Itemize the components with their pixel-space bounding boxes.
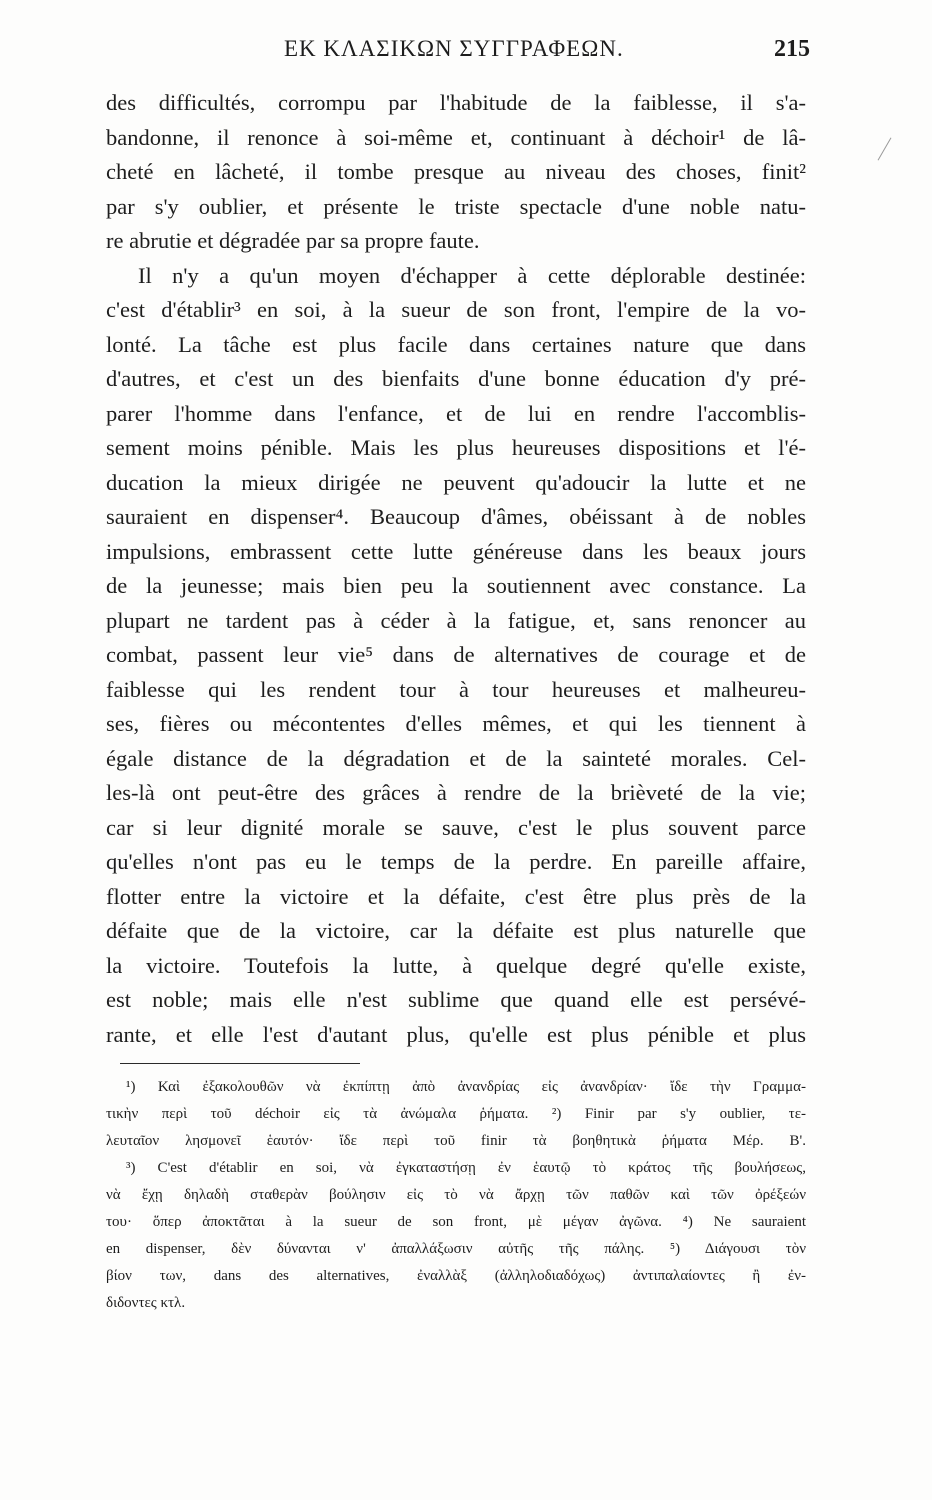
footnote-line: τικὴν περὶ τοῦ déchoir εἰς τὰ ἀνώμαλα ῥήματα. ²) Finir par s'y oublier, τε- bbox=[106, 1106, 806, 1122]
body-line: faiblesse qui les rendent tour à tour heureuses et malheureu- bbox=[106, 676, 806, 702]
body-line: flotter entre la victoire et la défaite, c'est être plus près de la bbox=[106, 883, 806, 909]
body-line: impulsions, embrassent cette lutte généreuse dans les beaux jours bbox=[106, 538, 806, 564]
footnote-line: en dispenser, δὲν δύνανται ν' ἀπαλλάξωσιν αὐτῆς τῆς πάλης. ⁵) Διάγουσι τὸν bbox=[106, 1241, 806, 1257]
body-line: sauraient en dispenser⁴. Beaucoup d'âmes, obéissant à de nobles bbox=[106, 504, 806, 529]
footnote-line: νὰ ἔχῃ δηλαδὴ σταθερὰν βούλησιν εἰς τὸ νὰ ἄρχῃ τῶν παθῶν καὶ τῶν ὀρέξεών bbox=[106, 1187, 806, 1203]
body-line: re abrutie et dégradée par sa propre faute. bbox=[106, 228, 480, 253]
body-line: ducation la mieux dirigée ne peuvent qu'adoucir la lutte et ne bbox=[106, 469, 806, 495]
body-line: plupart ne tardent pas à céder à la fatigue, et, sans renoncer au bbox=[106, 607, 806, 633]
body-text bbox=[106, 86, 806, 1052]
footnote-line: λευταῖον λησμονεῖ ἑαυτόν· ἴδε περὶ τοῦ finir τὰ βοηθητικὰ ῥήματα Μέρ. Β'. bbox=[106, 1133, 806, 1149]
body-line: égale distance de la dégradation et de la sainteté morales. Cel- bbox=[106, 745, 806, 771]
body-line: rante, et elle l'est d'autant plus, qu'elle est plus pénible et plus bbox=[106, 1021, 806, 1047]
body-line: par s'y oublier, et présente le triste spectacle d'une noble natu- bbox=[106, 193, 806, 219]
body-line: parer l'homme dans l'enfance, et de lui en rendre l'accomblis- bbox=[106, 400, 806, 426]
body-line: défaite que de la victoire, car la défaite est plus naturelle que bbox=[106, 918, 806, 943]
body-line: sement moins pénible. Mais les plus heureuses dispositions et l'é- bbox=[106, 435, 806, 460]
body-line: Il n'y a qu'un moyen d'échapper à cette déplorable destinée: bbox=[138, 262, 806, 288]
footnote-line: βίον των, dans des alternatives, ἐναλλὰξ (ἀλληλοδιαδόχως) ἀντιπαλαίοντες ἢ ἐν- bbox=[106, 1268, 806, 1284]
footnote-line: ³) C'est d'établir en soi, νὰ ἐγκαταστήσῃ ἐν ἑαυτῷ τὸ κράτος τῆς βουλήσεως, bbox=[126, 1160, 806, 1176]
body-line: les-là ont peut-être des grâces à rendre de la brièveté de la vie; bbox=[106, 780, 806, 805]
body-line: ses, fières ou mécontentes d'elles mêmes, et qui les tiennent à bbox=[106, 711, 806, 736]
stray-pencil-mark bbox=[878, 137, 892, 160]
footnotes bbox=[106, 1074, 806, 1317]
body-line: c'est d'établir³ en soi, à la sueur de son front, l'empire de la vo- bbox=[106, 297, 806, 322]
footnote-line: ¹) Καὶ ἐξακολουθῶν νὰ ἐκπίπτῃ ἀπὸ ἀνανδρίας εἰς ἀνανδρίαν· ἴδε τὴν Γραμμα- bbox=[126, 1079, 806, 1095]
footnote-line: του· ὅπερ ἀποκτᾶται à la sueur de son front, μὲ μέγαν ἀγῶνα. ⁴) Ne sauraient bbox=[106, 1214, 806, 1230]
body-line: combat, passent leur vie⁵ dans de alternatives de courage et de bbox=[106, 642, 806, 667]
body-line: car si leur dignité morale se sauve, c'est le plus souvent parce bbox=[106, 814, 806, 840]
footnote-rule bbox=[120, 1063, 360, 1064]
body-line: de la jeunesse; mais bien peu la soutiennent avec constance. La bbox=[106, 573, 806, 598]
body-line: qu'elles n'ont pas eu le temps de la perdre. En pareille affaire, bbox=[106, 849, 806, 874]
body-line: des difficultés, corrompu par l'habitude de la faiblesse, il s'a- bbox=[106, 90, 806, 115]
running-title: ΕΚ ΚΛΑΣΙΚΩΝ ΣΥΓΓΡΑΦΕΩΝ. bbox=[284, 36, 624, 61]
body-line: d'autres, et c'est un des bienfaits d'une bonne éducation d'y pré- bbox=[106, 366, 806, 391]
running-head bbox=[106, 36, 810, 70]
body-line: cheté en lâcheté, il tombe presque au niveau des choses, finit² bbox=[106, 159, 806, 184]
body-line: lonté. La tâche est plus facile dans certaines nature que dans bbox=[106, 331, 806, 357]
body-line: est noble; mais elle n'est sublime que quand elle est persévé- bbox=[106, 987, 806, 1012]
body-line: la victoire. Toutefois la lutte, à quelque degré qu'elle existe, bbox=[106, 952, 806, 978]
page-number: 215 bbox=[774, 36, 810, 62]
footnote-line: διδοντες κτλ. bbox=[106, 1295, 186, 1311]
body-line: bandonne, il renonce à soi-même et, continuant à déchoir¹ de lâ- bbox=[106, 124, 806, 150]
